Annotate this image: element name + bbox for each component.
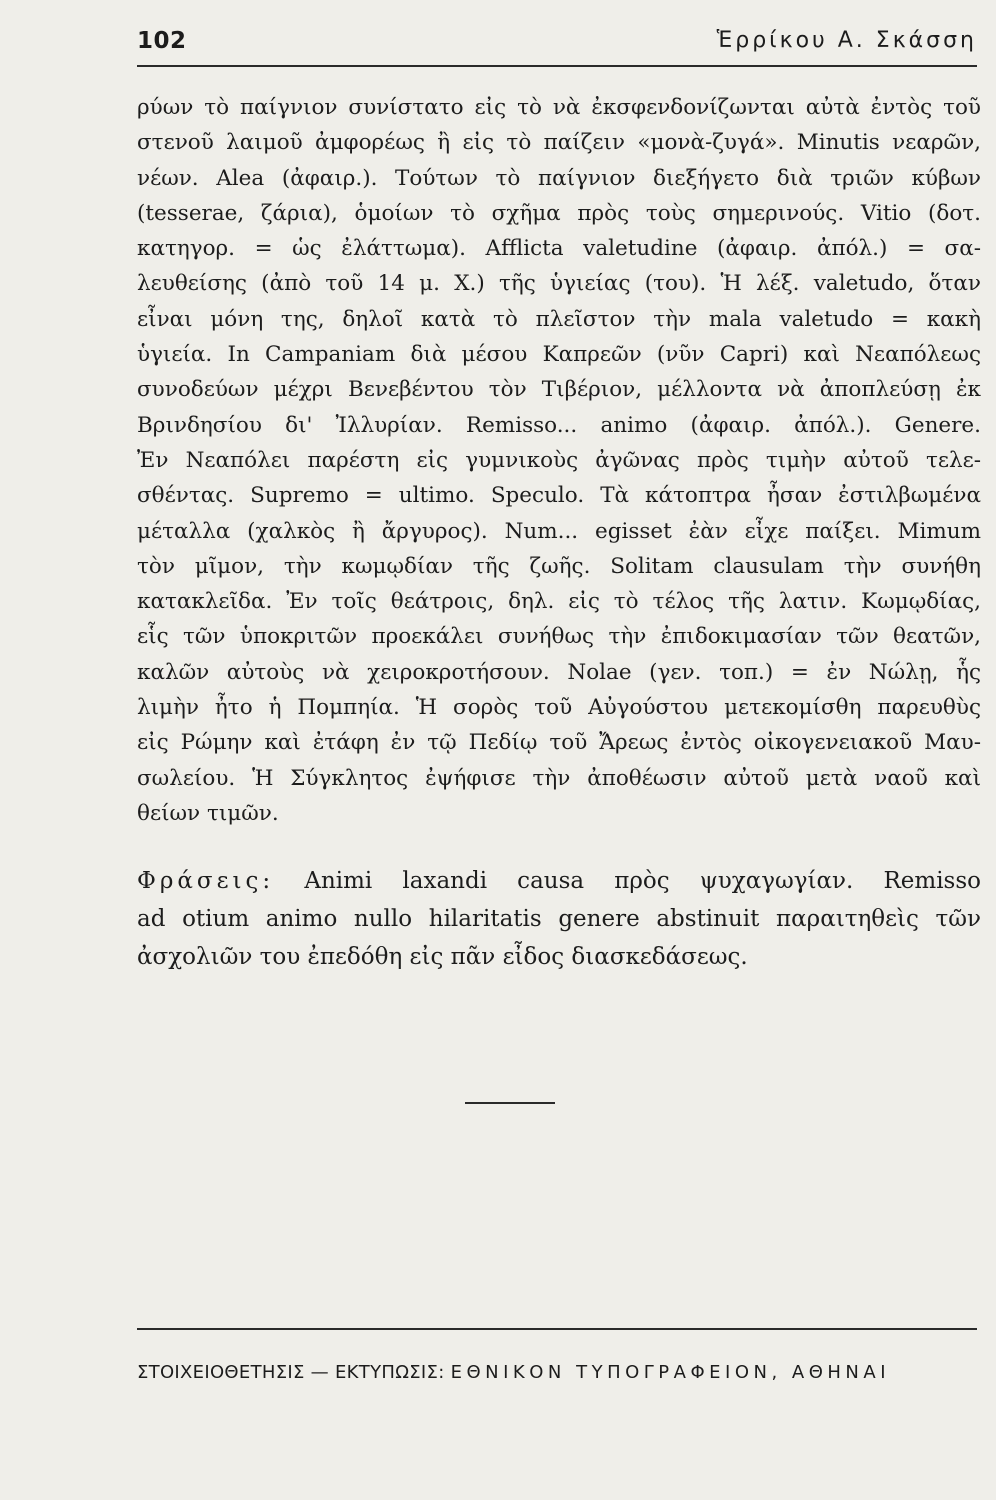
text-line: κατηγορ. = ὡς ἐλάττωμα). Afflicta valetudine (ἀφαιρ. ἀπόλ.) = σα- [137, 236, 981, 262]
text-line: καλῶν αὐτοὺς νὰ χειροκροτήσουν. Nolae (γεν. τοπ.) = ἐν Νώλῃ, ἧς [137, 659, 981, 685]
text-line: συνοδεύων μέχρι Βενεβέντου τὸν Τιβέριον, μέλλοντα νὰ ἀποπλεύσῃ ἐκ [137, 377, 981, 403]
page-header [137, 26, 977, 62]
text-line: τὸν μῖμον, τὴν κωμῳδίαν τῆς ζωῆς. Solitam clausulam τὴν συνήθη [137, 553, 981, 579]
text-line: ἀσχολιῶν του ἐπεδόθη εἰς πᾶν εἶδος διασκεδάσεως. [137, 944, 748, 970]
text-line [137, 862, 981, 900]
text-line: στενοῦ λαιμοῦ ἀμφορέως ἢ εἰς τὸ παίζειν «μονὰ-ζυγά». Minutis νεαρῶν, [137, 130, 981, 156]
text-line: (tesserae, ζάρια), ὁμοίων τὸ σχῆμα πρὸς τοὺς σημερινούς. Vitio (δοτ. [137, 200, 981, 226]
commentary-paragraph [137, 90, 981, 831]
imprint-printer: ΕΘΝΙΚΟΝ ΤΥΠΟΓΡΑΦΕΙΟΝ, ΑΘΗΝΑΙ [450, 1362, 891, 1383]
text-line: ad otium animo nullo hilaritatis genere abstinuit παραιτηθεὶς τῶν [137, 906, 981, 932]
text-line: εἶναι μόνη της, δηλοῖ κατὰ τὸ πλεῖστον τὴν mala valetudo = κακὴ [137, 306, 981, 332]
running-head: Ἑρρίκου Α. Σκάσση [716, 28, 977, 53]
header-rule [137, 65, 977, 67]
text-line: λευθείσης (ἀπὸ τοῦ 14 μ. Χ.) τῆς ὑγιείας (του). Ἡ λέξ. valetudo, ὅταν [137, 271, 981, 297]
text-line: μέταλλα (χαλκὸς ἢ ἄργυρος). Num... egisset ἐὰν εἶχε παίξει. Mimum [137, 518, 981, 544]
text-line: εἰς Ρώμην καὶ ἐτάφη ἐν τῷ Πεδίῳ τοῦ Ἄρεως ἐντὸς οἰκογενειακοῦ Μαυ- [137, 730, 981, 756]
page-number: 102 [137, 28, 187, 54]
text-line: ρύων τὸ παίγνιον συνίστατο εἰς τὸ νὰ ἐκσφενδονίζωνται αὐτὰ ἐντὸς τοῦ [137, 95, 981, 120]
text-line: κατακλεῖδα. Ἐν τοῖς θεάτροις, δηλ. εἰς τὸ τέλος τῆς λατιν. Κωμῳδίας, [137, 589, 981, 615]
imprint-rule [137, 1328, 977, 1330]
text-line: εἷς τῶν ὑποκριτῶν προεκάλει συνήθως τὴν ἐπιδοκιμασίαν τῶν θεατῶν, [137, 624, 981, 650]
section-end-rule [465, 1102, 555, 1104]
text-line: νέων. Alea (ἀφαιρ.). Τούτων τὸ παίγνιον διεξήγετο διὰ τριῶν κύβων [137, 165, 981, 191]
text-line: Βρινδησίου δι' Ἰλλυρίαν. Remisso... animo (ἀφαιρ. ἀπόλ.). Genere. [137, 412, 981, 438]
text-line: λιμὴν ἦτο ἡ Πομπηία. Ἡ σορὸς τοῦ Αὐγούστου μετεκομίσθη παρευθὺς [137, 695, 981, 721]
phrases-paragraph [137, 862, 981, 976]
text-line: ὑγιεία. In Campaniam διὰ μέσου Καπρεῶν (νῦν Capri) καὶ Νεαπόλεως [137, 342, 981, 368]
text-line: σθέντας. Supremo = ultimo. Speculo. Τὰ κάτοπτρα ἦσαν ἐστιλβωμένα [137, 483, 981, 509]
phrases-line-rest: Animi laxandi causa πρὸς ψυχαγωγίαν. Remisso [304, 868, 981, 894]
printer-imprint [137, 1362, 933, 1383]
text-line: σωλείου. Ἡ Σύγκλητος ἐψήφισε τὴν ἀποθέωσιν αὐτοῦ μετὰ ναοῦ καὶ [137, 765, 981, 791]
text-line: θείων τιμῶν. [137, 800, 279, 826]
phrases-label: Φράσεις: [137, 868, 275, 894]
imprint-label: ΣΤΟΙΧΕΙΟΘΕΤΗΣΙΣ — ΕΚΤΥΠΩΣΙΣ: [137, 1362, 445, 1383]
text-line: Ἐν Νεαπόλει παρέστη εἰς γυμνικοὺς ἀγῶνας πρὸς τιμὴν αὐτοῦ τελε- [137, 447, 981, 473]
